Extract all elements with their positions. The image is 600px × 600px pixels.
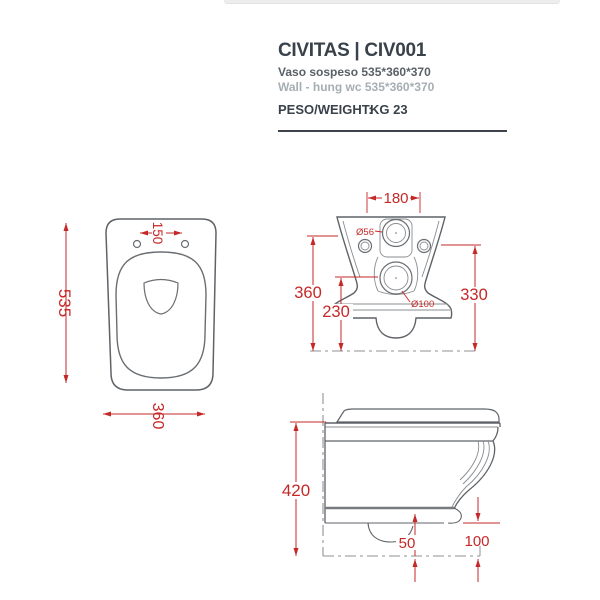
base-skirt <box>325 508 461 523</box>
side-view-drawing <box>280 385 520 590</box>
mounting-hole-right <box>182 241 189 248</box>
dim-label-535: 535 <box>55 288 74 318</box>
front-view-drawing <box>285 185 495 360</box>
weight-value: KG 23 <box>370 102 408 117</box>
top-edge-band <box>224 0 560 4</box>
fixing-hole-left <box>359 240 372 253</box>
header-divider <box>278 130 507 132</box>
bowl-front-curve-3 <box>463 441 484 484</box>
dim-label-100: 100 <box>464 533 490 550</box>
dim-label-50: 50 <box>398 535 416 552</box>
inlet-hole-center <box>395 232 397 234</box>
outlet-hole-center <box>395 277 397 279</box>
dim-label-360v: 360 <box>294 284 322 302</box>
rim-bottom-edge <box>325 423 500 441</box>
dim-label-420: 420 <box>281 481 311 500</box>
dim-label-150: 150 <box>150 221 165 245</box>
bowl-front-curve-4 <box>460 441 479 480</box>
product-title: CIVITAS | CIV001 <box>278 40 426 61</box>
weight-row <box>278 102 408 117</box>
dim-label-360: 360 <box>149 402 166 430</box>
seat-opening <box>116 252 206 378</box>
dim-label-330: 330 <box>460 286 488 304</box>
product-subtitle-english: Wall - hung wc 535*360*370 <box>278 80 435 94</box>
dim-label-outlet-diameter: Ø100 <box>411 299 435 310</box>
top-view-drawing <box>40 200 240 450</box>
weight-label: PESO/WEIGHT: <box>278 102 373 117</box>
dim-label-180: 180 <box>383 190 409 207</box>
mounting-hole-left <box>134 241 141 248</box>
dim-label-230: 230 <box>322 303 350 321</box>
bowl-front-curve-1 <box>454 441 495 509</box>
product-subtitle-italian: Vaso sospeso 535*360*370 <box>278 65 431 79</box>
dim-label-inlet-diameter: Ø56 <box>356 227 374 238</box>
seat-lid-profile <box>337 409 499 422</box>
fixing-hole-right <box>418 240 431 253</box>
